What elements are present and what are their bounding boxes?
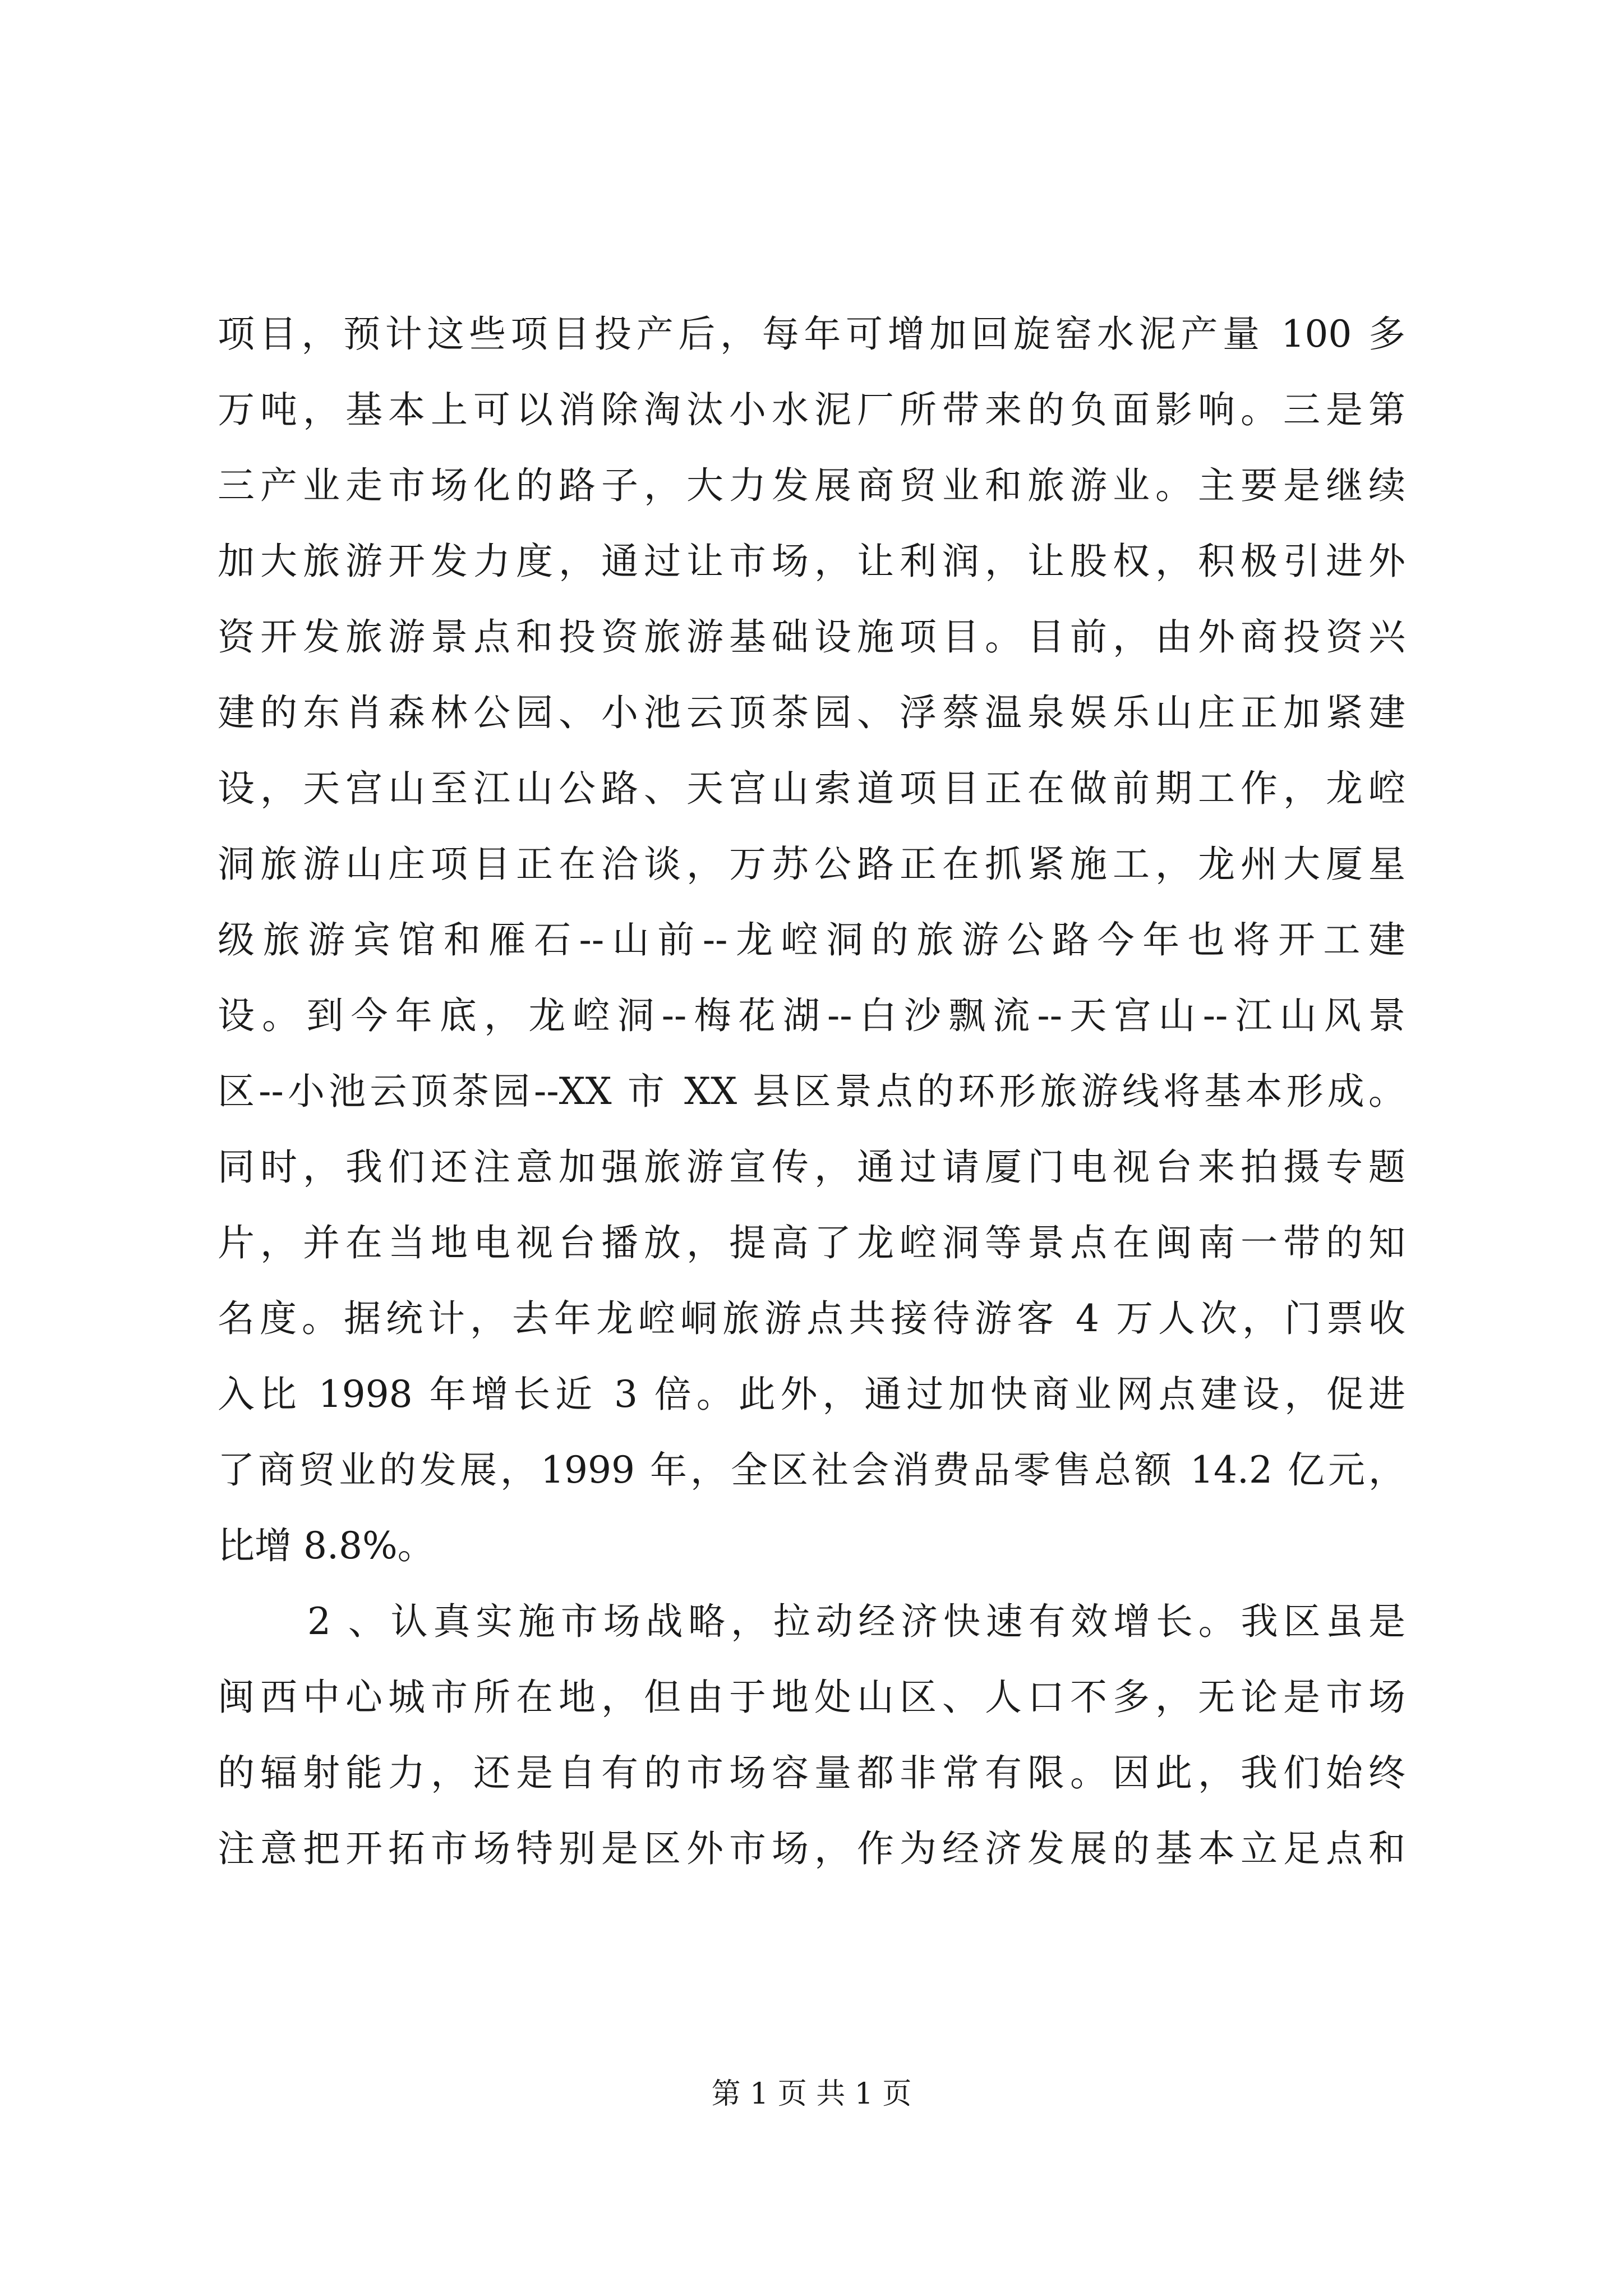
document-body	[218, 296, 1405, 1887]
page-number-footer: 第 1 页 共 1 页	[711, 2077, 912, 2111]
paragraph-1	[218, 296, 1405, 1584]
text-line: 闽西中心城市所在地，但由于地处山区、人口不多，无论是市场	[218, 1676, 1405, 1719]
text-line: 的辐射能力，还是自有的市场容量都非常有限。因此，我们始终	[218, 1751, 1405, 1795]
text-line: 同时，我们还注意加强旅游宣传，通过请厦门电视台来拍摄专题	[218, 1145, 1405, 1189]
text-line: 名度。据统计，去年龙崆峒旅游点共接待游客 4 万人次，门票收	[218, 1297, 1405, 1340]
text-line: 入比 1998 年增长近 3 倍。此外，通过加快商业网点建设，促进	[218, 1373, 1405, 1416]
text-line: 了商贸业的发展，1999 年，全区社会消费品零售总额 14.2 亿元，	[218, 1448, 1405, 1492]
text-line: 注意把开拓市场特别是区外市场，作为经济发展的基本立足点和	[218, 1827, 1405, 1870]
text-line: 设。到今年底，龙崆洞--梅花湖--白沙飘流--天宫山--江山风景	[218, 994, 1405, 1037]
text-line: 建的东肖森林公园、小池云顶茶园、浮蔡温泉娱乐山庄正加紧建	[218, 691, 1405, 734]
text-line: 2 、认真实施市场战略，拉动经济快速有效增长。我区虽是	[307, 1600, 1405, 1643]
text-line: 设，天宫山至江山公路、天宫山索道项目正在做前期工作，龙崆	[218, 767, 1405, 810]
text-line: 加大旅游开发力度，通过让市场，让利润，让股权，积极引进外	[218, 540, 1405, 583]
text-line: 区--小池云顶茶园--XX 市 XX 县区景点的环形旅游线将基本形成。	[218, 1070, 1405, 1113]
text-line: 万吨，基本上可以消除淘汰小水泥厂所带来的负面影响。三是第	[218, 388, 1405, 431]
text-line: 洞旅游山庄项目正在洽谈，万苏公路正在抓紧施工，龙州大厦星	[218, 843, 1405, 886]
text-line: 项目，预计这些项目投产后，每年可增加回旋窑水泥产量 100 多	[218, 312, 1405, 356]
text-line: 片，并在当地电视台播放，提高了龙崆洞等景点在闽南一带的知	[218, 1221, 1405, 1264]
text-line: 比增 8.8%。	[218, 1524, 435, 1567]
text-line: 级旅游宾馆和雁石--山前--龙崆洞的旅游公路今年也将开工建	[218, 918, 1405, 961]
paragraph-2	[218, 1584, 1405, 1887]
text-line: 资开发旅游景点和投资旅游基础设施项目。目前，由外商投资兴	[218, 615, 1405, 659]
text-line: 三产业走市场化的路子，大力发展商贸业和旅游业。主要是继续	[218, 464, 1405, 507]
